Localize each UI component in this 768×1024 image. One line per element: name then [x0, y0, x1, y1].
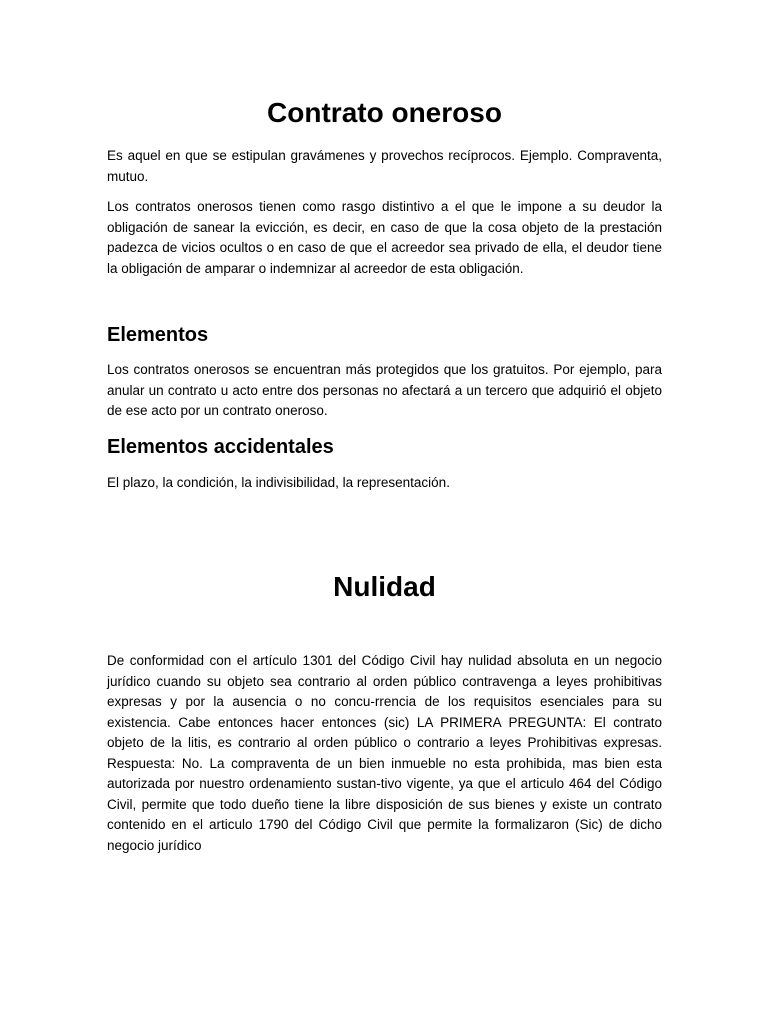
- heading-elementos-accidentales: Elementos accidentales: [107, 436, 334, 458]
- paragraph-definicion: Es aquel en que se estipulan gravámenes y provechos recíprocos. Ejemplo. Compraventa, mutuo.: [107, 148, 662, 184]
- heading-elementos: Elementos: [107, 324, 209, 346]
- page-title: Contrato oneroso: [267, 97, 502, 128]
- paragraph-rasgo-distintivo: Los contratos onerosos tienen como rasgo distintivo a el que le impone a su deudor la obligación de sanear la evicción, es decir, en caso de que la cosa objeto de la prestación padezca de vicios ocultos o en caso de que el acreedor sea privado de ella, el deudor tiene la obligación de amparar o indemnizar al acreedor de esta obligación.: [107, 199, 662, 276]
- paragraph-nulidad: De conformidad con el artículo 1301 del Código Civil hay nulidad absoluta en un negocio jurídico cuando su objeto sea contrario al orden público contravenga a leyes prohibitivas expresas y por la ausencia o no concu-rrencia de los requisitos esenciales para su existencia. Cabe entonces hacer entonces (sic) LA PRIMERA PREGUNTA: El contrato objeto de la litis, es contrario al orden público o contrario a leyes Prohibitivas expresas. Respuesta: No. La compraventa de un bien inmueble no esta prohibida, mas bien esta autorizada por nuestro ordenamiento sustan-tivo vigente, ya que el articulo 464 del Código Civil, permite que todo dueño tiene la libre disposición de sus bienes y existe un contrato contenido en el articulo 1790 del Código Civil que permite la formalizaron (Sic) de dicho negocio jurídico: [107, 653, 662, 853]
- paragraph-elementos-accidentales: El plazo, la condición, la indivisibilidad, la representación.: [107, 475, 450, 490]
- section-title-nulidad: Nulidad: [333, 571, 436, 602]
- paragraph-elementos: Los contratos onerosos se encuentran más protegidos que los gratuitos. Por ejemplo, para anular un contrato u acto entre dos personas no afectará a un tercero que adquirió el objeto de ese acto por un contrato oneroso.: [107, 362, 662, 418]
